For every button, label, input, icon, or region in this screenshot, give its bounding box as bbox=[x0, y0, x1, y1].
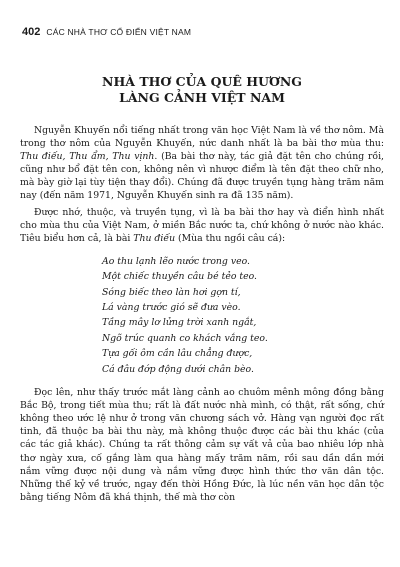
poem-line: Tầng mây lơ lửng trời xanh ngắt, bbox=[102, 317, 257, 329]
paragraph-2 bbox=[20, 206, 384, 245]
page-number: 402 bbox=[22, 26, 41, 38]
body-text bbox=[20, 124, 384, 504]
page-header bbox=[22, 26, 384, 38]
paragraph-2-italic-title: Thu điếu bbox=[133, 232, 176, 244]
paragraph-1-text-b: . (Ba bài thơ này, tác giả đặt tên cho chúng rồi, cũng như bổ đặt tên con, không nên vì nhược điểm là tên đặt theo chữ nho, mà bày giờ lại tùy tiện thay đổi). Chúng đã được truyền tụng hàng trăm năm nay (đến năm 1971, Nguyễn Khuyến sinh ra đã 135 năm). bbox=[20, 151, 384, 202]
paragraph-3: Đọc lên, như thấy trước mắt làng cảnh ao chuôm mênh mông đồng bằng Bắc Bộ, trong tiết mùa thu; rất là đất nước nhà mình, có thật, rất sống, chứ không theo ước lệ như ở trong văn chương sách vở. Hàng vạn người đọc rất tinh, đã thuộc ba bài thu này, mà không thuộc được các bài thu khác (của các tác giả khác). Chúng ta rất thông cảm sự vất vả của bao nhiêu lớp nhà thơ ngày xưa, cố gắng làm qua hàng mấy trăm năm, rồi sau dần dần mới nắm vững được nội dung và nắm vững được hình thức thơ văn dân tộc. Những thế kỷ về trước, ngay đến thời Hồng Đức, là lúc nền văn học dân tộc bằng tiếng Nôm đã khá thịnh, thế mà thơ còn bbox=[20, 387, 384, 503]
paragraph-2-text-a: Được nhớ, thuộc, và truyền tụng, vì là ba bài thơ hay và điển hình nhất cho mùa thu của Việt Nam, ở miền Bắc nước ta, chứ không ở nước nào khác. Tiêu biểu hơn cả, là bài bbox=[20, 206, 384, 244]
chapter-title bbox=[20, 74, 384, 106]
poem-line: Sóng biếc theo làn hơi gợn tí, bbox=[102, 286, 241, 298]
chapter-title-line-2: LÀNG CẢNH VIỆT NAM bbox=[119, 90, 285, 105]
poem-line: Cá đâu đớp động dưới chân bèo. bbox=[102, 363, 254, 375]
paragraph-1-italic-titles: Thu điếu, Thu ẩm, Thu vịnh bbox=[20, 151, 155, 163]
running-title: CÁC NHÀ THƠ CỔ ĐIỂN VIỆT NAM bbox=[46, 27, 192, 37]
poem-line: Tựa gối ôm cần lâu chẳng được, bbox=[102, 348, 253, 360]
poem-line: Một chiếc thuyền câu bé tẻo teo. bbox=[102, 271, 258, 283]
poem-line: Lá vàng trước gió sẽ đưa vèo. bbox=[102, 302, 241, 314]
paragraph-1 bbox=[20, 124, 384, 203]
poem-thu-dieu bbox=[102, 254, 384, 377]
paragraph-1-text-a: Nguyễn Khuyến nổi tiếng nhất trong văn học Việt Nam là về thơ nôm. Mà trong thơ nôm của Nguyễn Khuyến, nức danh nhất là ba bài thơ mùa thu: bbox=[20, 125, 384, 150]
paragraph-2-text-b: (Mùa thu ngồi câu cá): bbox=[175, 232, 286, 244]
poem-line: Ngõ trúc quanh co khách vắng teo. bbox=[102, 332, 268, 344]
poem-line: Ao thu lạnh lẽo nước trong veo. bbox=[102, 255, 250, 267]
chapter-title-line-1: NHÀ THƠ CỦA QUÊ HƯƠNG bbox=[102, 74, 302, 89]
